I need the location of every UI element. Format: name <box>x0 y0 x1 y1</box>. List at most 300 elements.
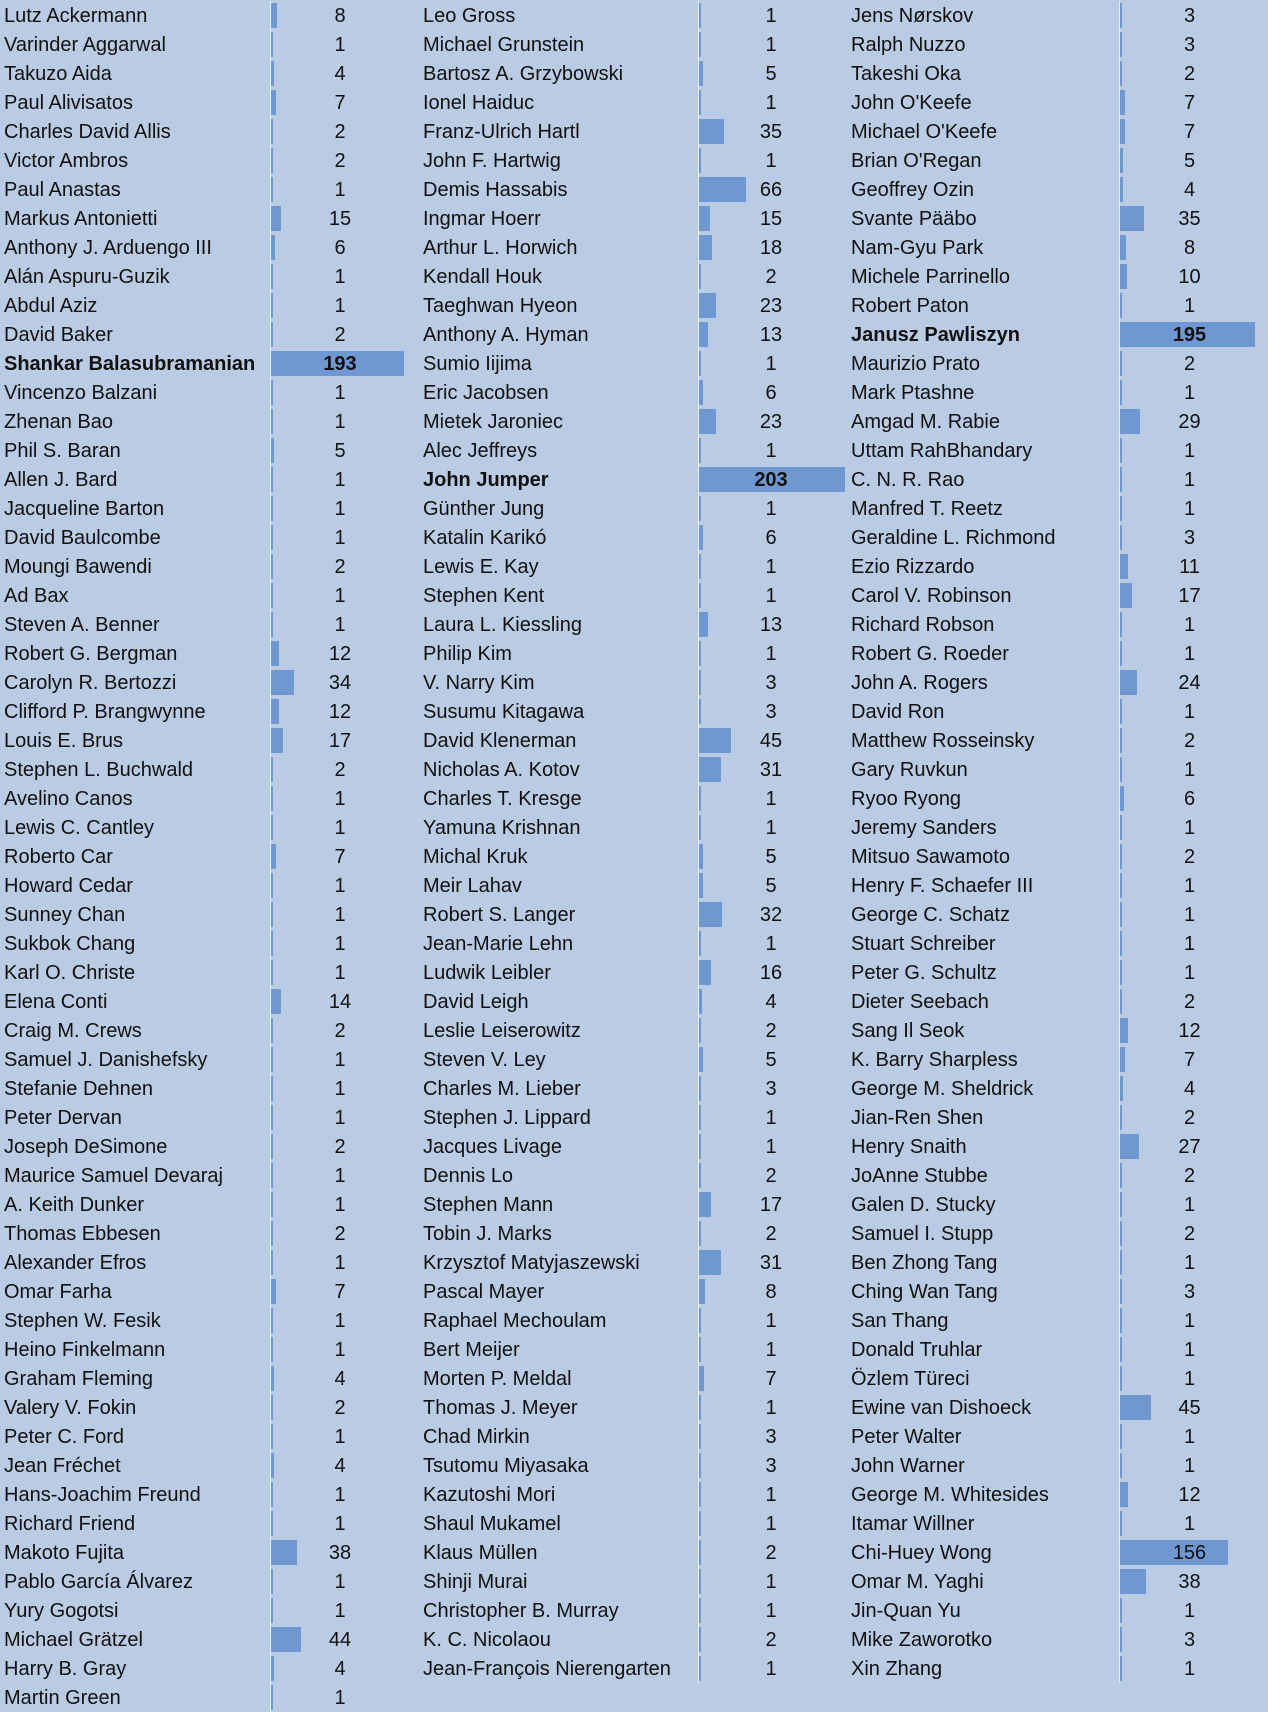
row-name: Valery V. Fokin <box>4 1397 137 1419</box>
value-label: 1 <box>1183 1368 1196 1390</box>
table-row <box>0 117 1268 146</box>
row-name: Clifford P. Brangwynne <box>4 701 206 723</box>
value-label: 27 <box>1178 1136 1201 1158</box>
value-label: 2 <box>334 759 346 781</box>
row-name: Stephen L. Buchwald <box>4 759 194 781</box>
row-name: Takuzo Aida <box>4 63 112 85</box>
table-row <box>0 1683 1268 1712</box>
value-label: 1 <box>334 1252 346 1274</box>
value-label: 1 <box>334 1194 346 1216</box>
table-row <box>0 842 1268 871</box>
row-name: Dieter Seebach <box>851 991 989 1013</box>
value-label: 1 <box>1183 382 1196 404</box>
row-name: Anthony A. Hyman <box>423 324 589 346</box>
row-name: Tsutomu Miyasaka <box>423 1455 589 1477</box>
row-name: Karl O. Christe <box>4 962 136 984</box>
row-name: Katalin Karikó <box>423 527 547 549</box>
value-label: 2 <box>1183 991 1196 1013</box>
row-name: Mietek Jaroniec <box>423 411 564 433</box>
value-label: 31 <box>759 1252 783 1274</box>
value-label: 1 <box>765 1571 777 1593</box>
value-label: 1 <box>765 150 777 172</box>
row-name: Jens Nørskov <box>851 5 974 27</box>
row-name: Varinder Aggarwal <box>4 34 166 56</box>
value-label: 1 <box>334 1426 346 1448</box>
value-label: 7 <box>1183 121 1196 143</box>
row-name: Pablo García Álvarez <box>4 1571 193 1593</box>
table-row <box>0 204 1268 233</box>
value-label: 195 <box>1172 324 1207 346</box>
row-name: Vincenzo Balzani <box>4 382 158 404</box>
row-name: Carolyn R. Bertozzi <box>4 672 177 694</box>
row-name: Chad Mirkin <box>423 1426 530 1448</box>
value-label: 2 <box>334 324 346 346</box>
value-label: 35 <box>1178 208 1201 230</box>
table-row <box>0 1103 1268 1132</box>
value-label: 3 <box>1183 1281 1196 1303</box>
value-label: 2 <box>765 1165 777 1187</box>
value-label: 1 <box>334 1571 346 1593</box>
value-label: 4 <box>334 1658 346 1680</box>
value-label: 32 <box>759 904 783 926</box>
value-label: 2 <box>765 1629 777 1651</box>
table-row <box>0 1422 1268 1451</box>
table-row <box>0 1335 1268 1364</box>
value-label: 2 <box>765 1542 777 1564</box>
table-row <box>0 378 1268 407</box>
value-label: 1 <box>334 266 346 288</box>
value-label: 4 <box>334 63 346 85</box>
value-label: 29 <box>1178 411 1201 433</box>
row-name: Itamar Willner <box>851 1513 975 1535</box>
value-label: 4 <box>765 991 777 1013</box>
row-name: Zhenan Bao <box>4 411 113 433</box>
table-row <box>0 262 1268 291</box>
value-label: 5 <box>334 440 346 462</box>
value-label: 38 <box>1178 1571 1201 1593</box>
row-name: Steven A. Benner <box>4 614 160 636</box>
row-name: Sang Il Seok <box>851 1020 965 1042</box>
row-name: Jeremy Sanders <box>851 817 997 839</box>
table-row <box>0 59 1268 88</box>
row-name: Leo Gross <box>423 5 516 27</box>
value-label: 6 <box>765 382 777 404</box>
table-row <box>0 1364 1268 1393</box>
value-label: 7 <box>334 92 346 114</box>
table-row <box>0 639 1268 668</box>
value-label: 10 <box>1178 266 1201 288</box>
row-name: Avelino Canos <box>4 788 133 810</box>
value-label: 1 <box>765 933 777 955</box>
row-name: Victor Ambros <box>4 150 129 172</box>
row-name: Stephen Kent <box>423 585 545 607</box>
row-name: Takeshi Oka <box>851 63 962 85</box>
value-label: 1 <box>1183 440 1196 462</box>
row-name: Charles M. Lieber <box>423 1078 581 1100</box>
row-name: George M. Sheldrick <box>851 1078 1034 1100</box>
value-label: 5 <box>765 875 777 897</box>
row-name: Chi-Huey Wong <box>851 1542 992 1564</box>
row-name: Makoto Fujita <box>4 1542 125 1564</box>
row-name: Phil S. Baran <box>4 440 121 462</box>
value-label: 1 <box>1183 498 1196 520</box>
value-label: 1 <box>765 585 777 607</box>
value-label: 13 <box>759 614 783 636</box>
row-name: John A. Rogers <box>851 672 988 694</box>
table-row <box>0 1451 1268 1480</box>
value-label: 5 <box>1183 150 1196 172</box>
row-name: Craig M. Crews <box>4 1020 142 1042</box>
row-name: Tobin J. Marks <box>423 1223 552 1245</box>
row-name: Philip Kim <box>423 643 512 665</box>
value-label: 31 <box>759 759 783 781</box>
value-label: 1 <box>334 295 346 317</box>
value-label: 4 <box>334 1455 346 1477</box>
value-label: 3 <box>765 672 777 694</box>
row-name: Ewine van Dishoeck <box>851 1397 1032 1419</box>
table-row <box>0 1509 1268 1538</box>
value-label: 1 <box>765 440 777 462</box>
table-row <box>0 958 1268 987</box>
row-name: Anthony J. Arduengo III <box>4 237 212 259</box>
row-name: Michael Grätzel <box>4 1629 143 1651</box>
row-name: Henry Snaith <box>851 1136 967 1158</box>
row-name: Mike Zaworotko <box>851 1629 993 1651</box>
value-label: 1 <box>1183 759 1196 781</box>
row-name: Klaus Müllen <box>423 1542 538 1564</box>
value-label: 6 <box>334 237 346 259</box>
row-name: Yamuna Krishnan <box>423 817 581 839</box>
value-label: 1 <box>1183 469 1196 491</box>
value-label: 2 <box>1183 63 1196 85</box>
row-name: Bartosz A. Grzybowski <box>423 63 624 85</box>
row-name: Uttam RahBhandary <box>851 440 1033 462</box>
row-name: Richard Robson <box>851 614 995 636</box>
value-label: 1 <box>765 1310 777 1332</box>
row-name: Sumio Iijima <box>423 353 532 375</box>
table-row <box>0 581 1268 610</box>
row-name: Moungi Bawendi <box>4 556 152 578</box>
row-name: K. Barry Sharpless <box>851 1049 1018 1071</box>
row-name: Richard Friend <box>4 1513 136 1535</box>
table-row <box>0 88 1268 117</box>
value-label: 1 <box>765 1136 777 1158</box>
value-label: 17 <box>328 730 352 752</box>
value-label: 2 <box>334 1223 346 1245</box>
row-name: Yury Gogotsi <box>4 1600 119 1622</box>
table-row <box>0 233 1268 262</box>
value-label: 3 <box>765 1078 777 1100</box>
row-name: Nicholas A. Kotov <box>423 759 580 781</box>
row-name: Shaul Mukamel <box>423 1513 561 1535</box>
value-label: 1 <box>1183 1310 1196 1332</box>
value-label: 5 <box>765 1049 777 1071</box>
value-label: 14 <box>328 991 352 1013</box>
row-name: Nam-Gyu Park <box>851 237 984 259</box>
value-label: 1 <box>334 382 346 404</box>
table-row <box>0 175 1268 204</box>
row-name: Taeghwan Hyeon <box>423 295 578 317</box>
row-name: Ad Bax <box>4 585 69 607</box>
row-name: Graham Fleming <box>4 1368 153 1390</box>
row-name: Sukbok Chang <box>4 933 136 955</box>
row-name: Pascal Mayer <box>423 1281 545 1303</box>
table-row <box>0 494 1268 523</box>
value-label: 1 <box>765 1397 777 1419</box>
row-name: Peter Walter <box>851 1426 962 1448</box>
row-name: Peter C. Ford <box>4 1426 125 1448</box>
row-name: San Thang <box>851 1310 949 1332</box>
value-label: 8 <box>765 1281 777 1303</box>
row-name: Geoffrey Ozin <box>851 179 975 201</box>
value-label: 8 <box>334 5 346 27</box>
table-row <box>0 668 1268 697</box>
row-name: Samuel J. Danishefsky <box>4 1049 208 1071</box>
value-label: 1 <box>334 585 346 607</box>
row-name: Meir Lahav <box>423 875 522 897</box>
value-label: 1 <box>1183 1600 1196 1622</box>
row-name: Harry B. Gray <box>4 1658 127 1680</box>
row-name: Ryoo Ryong <box>851 788 962 810</box>
value-label: 193 <box>323 353 357 375</box>
value-label: 7 <box>334 846 346 868</box>
value-label: 2 <box>1183 353 1196 375</box>
value-label: 18 <box>759 237 783 259</box>
row-name: Leslie Leiserowitz <box>423 1020 581 1042</box>
row-name: Stephen Mann <box>423 1194 554 1216</box>
table-row <box>0 1161 1268 1190</box>
row-name: Sunney Chan <box>4 904 126 926</box>
row-name: Stephen J. Lippard <box>423 1107 591 1129</box>
table-row <box>0 1 1268 30</box>
value-label: 1 <box>1183 1252 1196 1274</box>
value-label: 1 <box>334 875 346 897</box>
value-label: 12 <box>328 701 352 723</box>
value-label: 45 <box>1178 1397 1201 1419</box>
row-name: David Baulcombe <box>4 527 161 549</box>
row-name: Maurice Samuel Devaraj <box>4 1165 223 1187</box>
value-label: 1 <box>765 1513 777 1535</box>
row-name: Ludwik Leibler <box>423 962 551 984</box>
value-label: 2 <box>334 121 346 143</box>
row-name: Peter Dervan <box>4 1107 122 1129</box>
table-row <box>0 349 1268 378</box>
row-name: John Jumper <box>423 469 549 491</box>
value-label: 4 <box>334 1368 346 1390</box>
value-label: 1 <box>334 498 346 520</box>
value-label: 1 <box>1183 962 1196 984</box>
value-label: 7 <box>334 1281 346 1303</box>
value-label: 4 <box>1183 179 1196 201</box>
table-row <box>0 407 1268 436</box>
value-label: 1 <box>765 1658 777 1680</box>
table-row <box>0 1625 1268 1654</box>
row-name: Özlem Türeci <box>851 1368 970 1390</box>
value-label: 7 <box>1183 92 1196 114</box>
row-name: Martin Green <box>4 1687 121 1709</box>
row-name: George M. Whitesides <box>851 1484 1049 1506</box>
value-label: 1 <box>1183 1455 1196 1477</box>
table-row <box>0 1190 1268 1219</box>
row-name: JoAnne Stubbe <box>851 1165 988 1187</box>
value-label: 38 <box>328 1542 352 1564</box>
value-label: 1 <box>334 1687 346 1709</box>
row-name: Jin-Quan Yu <box>851 1600 961 1622</box>
table-row <box>0 1016 1268 1045</box>
value-label: 2 <box>1183 1107 1196 1129</box>
value-label: 2 <box>1183 1223 1196 1245</box>
value-label: 2 <box>1183 730 1196 752</box>
value-label: 4 <box>1183 1078 1196 1100</box>
row-name: Robert G. Bergman <box>4 643 178 665</box>
value-label: 3 <box>1183 34 1196 56</box>
row-name: Thomas J. Meyer <box>423 1397 578 1419</box>
value-label: 1 <box>1183 933 1196 955</box>
row-name: John O'Keefe <box>851 92 972 114</box>
row-name: Charles David Allis <box>4 121 171 143</box>
value-label: 2 <box>334 1020 346 1042</box>
value-label: 8 <box>1183 237 1196 259</box>
value-label: 1 <box>1183 643 1196 665</box>
value-label: 34 <box>328 672 352 694</box>
value-label: 1 <box>765 353 777 375</box>
row-name: Eric Jacobsen <box>423 382 549 404</box>
value-label: 1 <box>1183 904 1196 926</box>
row-name: Ben Zhong Tang <box>851 1252 998 1274</box>
value-label: 2 <box>334 1397 346 1419</box>
value-label: 3 <box>1183 1629 1196 1651</box>
row-name: Lewis E. Kay <box>423 556 539 578</box>
row-name: David Ron <box>851 701 945 723</box>
value-label: 1 <box>765 1107 777 1129</box>
row-name: Lutz Ackermann <box>4 5 148 27</box>
row-name: Joseph DeSimone <box>4 1136 168 1158</box>
value-label: 6 <box>765 527 777 549</box>
row-name: Paul Alivisatos <box>4 92 133 114</box>
row-name: Kendall Houk <box>423 266 542 288</box>
row-name: Ezio Rizzardo <box>851 556 975 578</box>
value-label: 1 <box>1183 1339 1196 1361</box>
row-name: Kazutoshi Mori <box>423 1484 556 1506</box>
row-name: Michael Grunstein <box>423 34 585 56</box>
row-name: Michele Parrinello <box>851 266 1010 288</box>
table-row <box>0 146 1268 175</box>
row-name: Abdul Aziz <box>4 295 98 317</box>
row-name: Mark Ptashne <box>851 382 975 404</box>
value-label: 7 <box>765 1368 777 1390</box>
row-name: Franz-Ulrich Hartl <box>423 121 580 143</box>
value-label: 1 <box>334 179 346 201</box>
value-label: 1 <box>1183 1513 1196 1535</box>
table-row <box>0 1219 1268 1248</box>
value-label: 1 <box>765 556 777 578</box>
value-label: 7 <box>1183 1049 1196 1071</box>
row-name: Demis Hassabis <box>423 179 568 201</box>
value-label: 1 <box>1183 875 1196 897</box>
value-label: 11 <box>1179 556 1200 578</box>
value-label: 23 <box>759 411 783 433</box>
row-name: Ingmar Hoerr <box>423 208 541 230</box>
value-label: 1 <box>334 1165 346 1187</box>
row-name: Maurizio Prato <box>851 353 980 375</box>
row-name: Stuart Schreiber <box>851 933 996 955</box>
row-name: Michael O'Keefe <box>851 121 998 143</box>
row-name: Carol V. Robinson <box>851 585 1012 607</box>
value-label: 1 <box>1183 1194 1196 1216</box>
value-label: 1 <box>334 1600 346 1622</box>
value-label: 1 <box>334 469 346 491</box>
row-name: David Leigh <box>423 991 529 1013</box>
value-label: 1 <box>765 92 777 114</box>
row-name: Alec Jeffreys <box>423 440 538 462</box>
table-row <box>0 871 1268 900</box>
table-row <box>0 465 1268 494</box>
table-row <box>0 726 1268 755</box>
table-row <box>0 1538 1268 1567</box>
row-name: Ralph Nuzzo <box>851 34 966 56</box>
row-name: Brian O'Regan <box>851 150 982 172</box>
value-label: 1 <box>765 643 777 665</box>
row-name: A. Keith Dunker <box>4 1194 145 1216</box>
row-name: Manfred T. Reetz <box>851 498 1003 520</box>
row-name: Thomas Ebbesen <box>4 1223 161 1245</box>
value-label: 2 <box>1183 1165 1196 1187</box>
row-name: Raphael Mechoulam <box>423 1310 607 1332</box>
row-name: Louis E. Brus <box>4 730 123 752</box>
value-label: 3 <box>1183 527 1196 549</box>
row-name: Omar Farha <box>4 1281 112 1303</box>
row-name: Bert Meijer <box>423 1339 520 1361</box>
value-label: 1 <box>334 1339 346 1361</box>
value-label: 1 <box>1183 295 1196 317</box>
value-label: 45 <box>759 730 783 752</box>
row-name: Ionel Haiduc <box>423 92 535 114</box>
row-name: Steven V. Ley <box>423 1049 546 1071</box>
row-name: Michal Kruk <box>423 846 528 868</box>
row-name: Alán Aspuru-Guzik <box>4 266 170 288</box>
table-row <box>0 1567 1268 1596</box>
row-name: Krzysztof Matyjaszewski <box>423 1252 640 1274</box>
value-label: 5 <box>765 63 777 85</box>
row-name: Alexander Efros <box>4 1252 147 1274</box>
row-name: Arthur L. Horwich <box>423 237 578 259</box>
table-row <box>0 1277 1268 1306</box>
value-label: 1 <box>334 788 346 810</box>
value-label: 1 <box>334 527 346 549</box>
value-label: 1 <box>1183 701 1196 723</box>
table-row <box>0 291 1268 320</box>
value-label: 1 <box>334 1310 346 1332</box>
row-name: Morten P. Meldal <box>423 1368 572 1390</box>
value-label: 1 <box>1183 614 1196 636</box>
row-name: Elena Conti <box>4 991 108 1013</box>
table-row <box>0 1306 1268 1335</box>
row-name: Matthew Rosseinsky <box>851 730 1035 752</box>
value-label: 16 <box>759 962 783 984</box>
value-label: 1 <box>334 904 346 926</box>
value-label: 3 <box>1183 5 1196 27</box>
value-label: 13 <box>759 324 783 346</box>
row-name: Roberto Car <box>4 846 113 868</box>
row-name: Stephen W. Fesik <box>4 1310 161 1332</box>
table-row <box>0 900 1268 929</box>
value-label: 12 <box>328 643 352 665</box>
row-name: Markus Antonietti <box>4 208 158 230</box>
table-row <box>0 1654 1268 1683</box>
row-name: Henry F. Schaefer III <box>851 875 1034 897</box>
table-row <box>0 610 1268 639</box>
row-name: Dennis Lo <box>423 1165 514 1187</box>
